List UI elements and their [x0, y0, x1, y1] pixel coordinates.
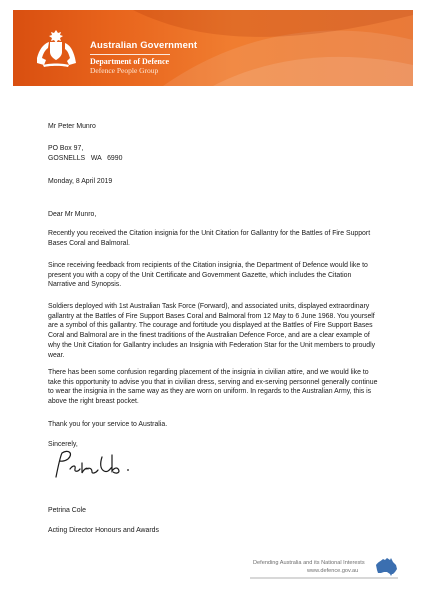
- recipient-address: [48, 122, 96, 132]
- department-name: Department of Defence: [90, 57, 170, 66]
- paragraph-1: Recently you received the Citation insignia for the Unit Citation for Gallantry for the Battles of Fire Support Bases Coral and Balmoral.: [48, 230, 371, 247]
- footer-tagline: Defending Australia and its National Interests: [253, 560, 365, 566]
- signatory-title: Acting Director Honours and Awards: [48, 527, 159, 534]
- handwritten-signature: [48, 445, 168, 485]
- paragraph-4: There has been some confusion regarding placement of the insignia in civilian attire, and we would like to take this opportunity to advise you that in civilian dress, serving and ex-serving personnel generally continue to wear the insignia in the same way as they are worn on uniform. In regards to the Australian Army, this is above the right breast pocket.: [48, 369, 378, 406]
- salutation: Dear Mr Munro,: [48, 211, 97, 218]
- footer-website[interactable]: www.defence.gov.au: [307, 568, 359, 574]
- signatory-name: Petrina Cole: [48, 507, 86, 514]
- recipient-postal: [48, 144, 122, 163]
- paragraph-3: Soldiers deployed with 1st Australian Task Force (Forward), and associated units, displayed extraordinary gallantry at the Battles of Fire Support Bases Coral and Balmoral from 12 May to 6 June 1968. You yourself are a symbol of this gallantry. The courage and fortitude you displayed at the Battles of Fire Support Bases Coral and Balmoral are in the finest traditions of the Australian Defence Force, and are a clear example of why the Unit Citation for Gallantry includes an Insignia with Federation Star for the Unit members to proudly wear.: [48, 303, 376, 359]
- group-name: Defence People Group: [90, 66, 159, 75]
- letterhead-banner: [13, 10, 413, 86]
- signatory-block: [48, 506, 86, 516]
- address-line-2: GOSNELLS WA 6990: [48, 154, 123, 162]
- government-name: Australian Government: [90, 40, 198, 51]
- letter-date: Monday, 8 April 2019: [48, 178, 113, 185]
- recipient-name: Mr Peter Munro: [48, 123, 96, 130]
- header-divider: [90, 54, 170, 55]
- australia-map-icon: [373, 557, 399, 577]
- paragraph-2: Since receiving feedback from recipients of the Citation insignia, the Department of Defence would like to present you with a copy of the Unit Certificate and Government Gazette, which includes the Citation Narrative and Synopsis.: [48, 262, 368, 289]
- address-line-1: PO Box 97,: [48, 145, 84, 152]
- paragraph-5: Thank you for your service to Australia.: [48, 421, 168, 428]
- coat-of-arms-icon: [33, 28, 79, 68]
- closing: Sincerely,: [48, 441, 78, 448]
- footer-divider: [250, 577, 398, 579]
